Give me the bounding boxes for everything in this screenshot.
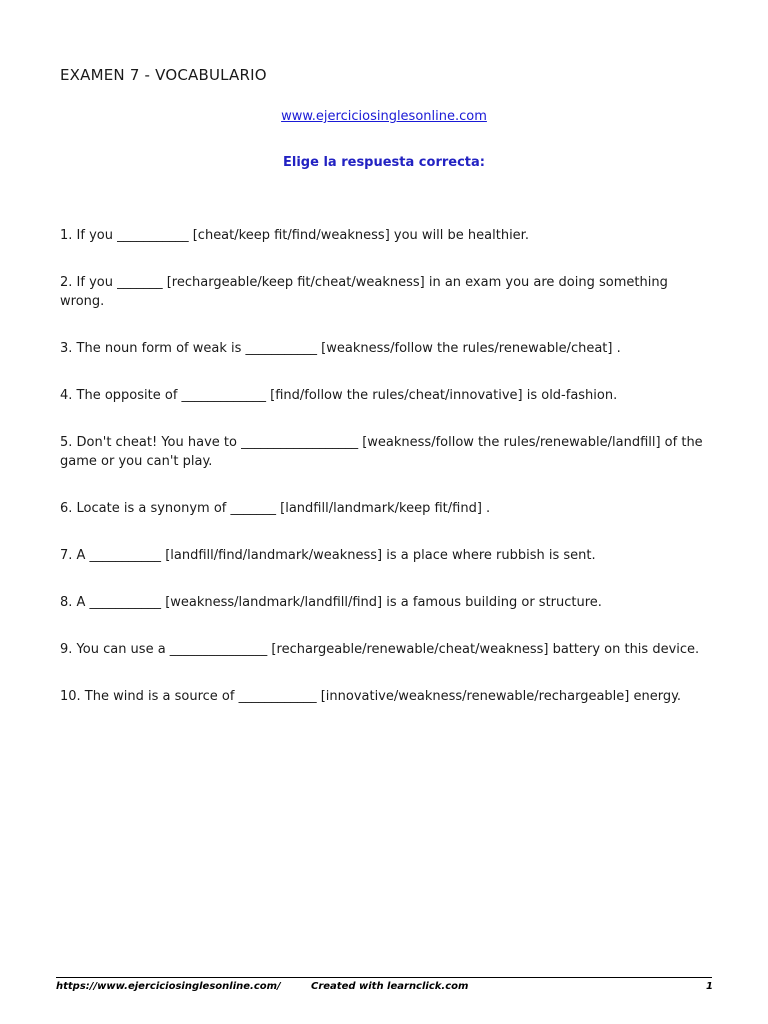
question-list [60, 226, 708, 706]
question-9: 9. You can use a _______________ [rechargeable/renewable/cheat/weakness] battery on this device. [60, 642, 700, 657]
question-3: 3. The noun form of weak is ___________ [weakness/follow the rules/renewable/cheat] . [60, 341, 621, 356]
question-8: 8. A ___________ [weakness/landmark/landfill/find] is a famous building or structure. [60, 595, 602, 610]
question-4: 4. The opposite of _____________ [find/follow the rules/cheat/innovative] is old-fashion. [60, 388, 618, 403]
footer-url[interactable]: https://www.ejerciciosinglesonline.com/ [56, 981, 281, 992]
question-1: 1. If you ___________ [cheat/keep fit/find/weakness] you will be healthier. [60, 228, 529, 243]
site-link[interactable]: www.ejerciciosinglesonline.com [281, 109, 487, 124]
question-5: 5. Don't cheat! You have to __________________ [weakness/follow the rules/renewable/landfill] of the game or you can't play. [60, 435, 703, 469]
question-10: 10. The wind is a source of ____________ [innovative/weakness/renewable/rechargeable] energy. [60, 689, 682, 704]
question-6: 6. Locate is a synonym of _______ [landfill/landmark/keep fit/find] . [60, 501, 491, 516]
page-number: 1 [706, 981, 713, 992]
footer-created-with: Created with learnclick.com [311, 981, 469, 992]
question-2: 2. If you _______ [rechargeable/keep fit/cheat/weakness] in an exam you are doing something wrong. [60, 275, 668, 309]
footer-divider [56, 977, 712, 978]
page-title: EXAMEN 7 - VOCABULARIO [60, 66, 267, 84]
question-7: 7. A ___________ [landfill/find/landmark/weakness] is a place where rubbish is sent. [60, 548, 596, 563]
instruction-heading: Elige la respuesta correcta: [283, 155, 485, 170]
